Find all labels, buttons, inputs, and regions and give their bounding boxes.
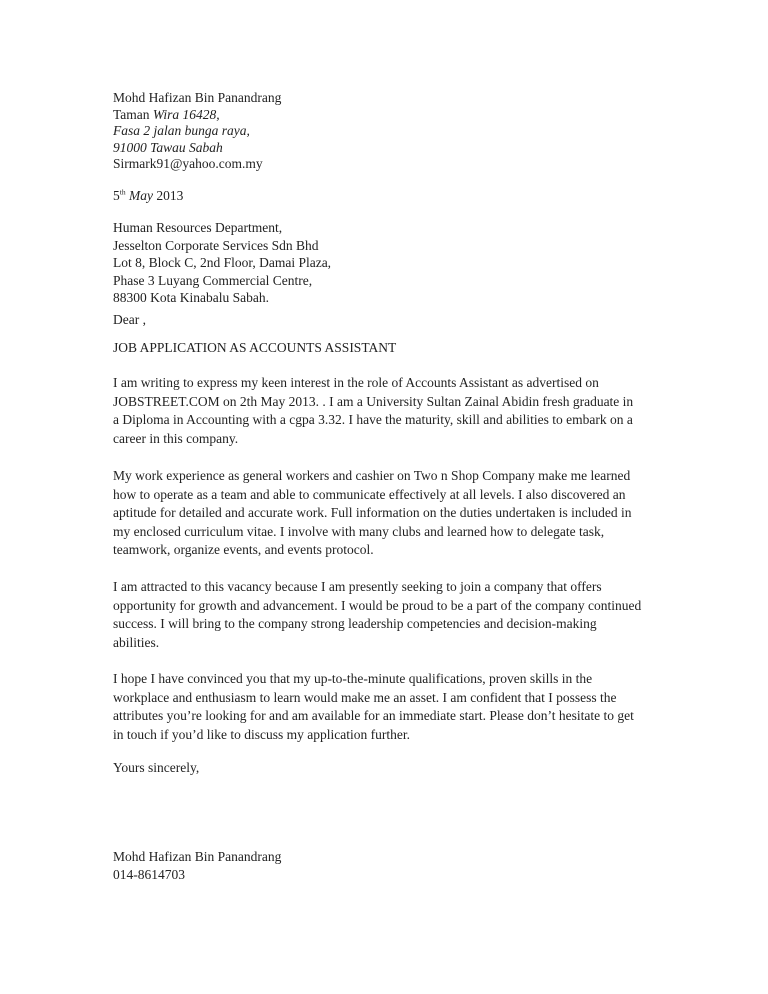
paragraph-line: JOBSTREET.COM on 2th May 2013. . I am a University Sultan Zainal Abidin fresh graduate in: [113, 393, 634, 409]
subject-text: JOB APPLICATION AS ACCOUNTS ASSISTANT: [113, 340, 397, 355]
closing: [113, 760, 658, 777]
salutation: [113, 312, 658, 329]
recipient-line-4: Phase 3 Luyang Commercial Centre,: [113, 272, 313, 288]
date-year: 2013: [152, 188, 184, 203]
paragraph-line: success. I will bring to the company strong leadership competencies and decision-making: [113, 616, 597, 632]
paragraph-line: aptitude for detailed and accurate work. Full information on the duties undertaken is included in: [113, 505, 632, 521]
body-paragraph-3: [113, 578, 658, 652]
recipient-line-2: Jesselton Corporate Services Sdn Bhd: [113, 237, 319, 253]
paragraph-line: career in this company.: [113, 430, 239, 446]
paragraph-line: my enclosed curriculum vitae. I involve with many clubs and learned how to delegate task,: [113, 523, 605, 539]
body-paragraph-2: [113, 467, 658, 560]
paragraph-line: abilities.: [113, 634, 160, 650]
paragraph-line: teamwork, organize events, and events protocol.: [113, 542, 374, 558]
body-paragraph-4: [113, 670, 658, 744]
recipient-line-3: Lot 8, Block C, 2nd Floor, Damai Plaza,: [113, 255, 332, 270]
sender-address-street: Wira 16428,: [152, 106, 220, 122]
signature-name: Mohd Hafizan Bin Panandrang: [113, 849, 282, 864]
signature-phone: 014-8614703: [113, 867, 185, 882]
paragraph-line: My work experience as general workers and cashier on Two n Shop Company make me learned: [113, 468, 631, 483]
sender-address-block: [113, 90, 658, 173]
paragraph-line: attributes you’re looking for and am available for an immediate start. Please don’t hesitate to get: [113, 708, 634, 724]
sender-address-line-2: Fasa 2 jalan bunga raya,: [113, 123, 250, 138]
subject-line: [113, 340, 658, 357]
sender-email: Sirmark91@yahoo.com.my: [113, 156, 263, 171]
paragraph-line: opportunity for growth and advancement. I would be proud to be a part of the company continued: [113, 597, 642, 613]
sender-address-line-1: [113, 107, 658, 124]
sender-address-prefix: Taman: [113, 106, 153, 122]
sender-name: Mohd Hafizan Bin Panandrang: [113, 90, 282, 105]
paragraph-line: workplace and enthusiasm to learn would make me an asset. I am confident that I possess the: [113, 689, 617, 705]
paragraph-line: I hope I have convinced you that my up-to-the-minute qualifications, proven skills in the: [113, 671, 593, 686]
date-day: 5: [113, 188, 120, 203]
body-paragraph-1: [113, 374, 658, 448]
date-ordinal: th: [119, 187, 126, 197]
salutation-text: Dear ,: [113, 312, 146, 327]
recipient-line-5: 88300 Kota Kinabalu Sabah.: [113, 290, 269, 305]
paragraph-line: I am writing to express my keen interest in the role of Accounts Assistant as advertised on: [113, 375, 599, 390]
paragraph-line: a Diploma in Accounting with a cgpa 3.32. I have the maturity, skill and abilities to embark on a: [113, 412, 633, 428]
letter-date: [113, 188, 658, 205]
date-month: May: [125, 188, 153, 203]
sender-address-line-3: 91000 Tawau Sabah: [113, 139, 223, 155]
recipient-address-block: [113, 219, 658, 307]
paragraph-line: how to operate as a team and able to communicate effectively at all levels. I also discovered an: [113, 486, 626, 502]
paragraph-line: in touch if you’d like to discuss my application further.: [113, 726, 410, 742]
closing-text: Yours sincerely,: [113, 760, 200, 775]
paragraph-line: I am attracted to this vacancy because I am presently seeking to join a company that offers: [113, 579, 602, 594]
signature-block: [113, 848, 658, 884]
recipient-line-1: Human Resources Department,: [113, 220, 283, 235]
